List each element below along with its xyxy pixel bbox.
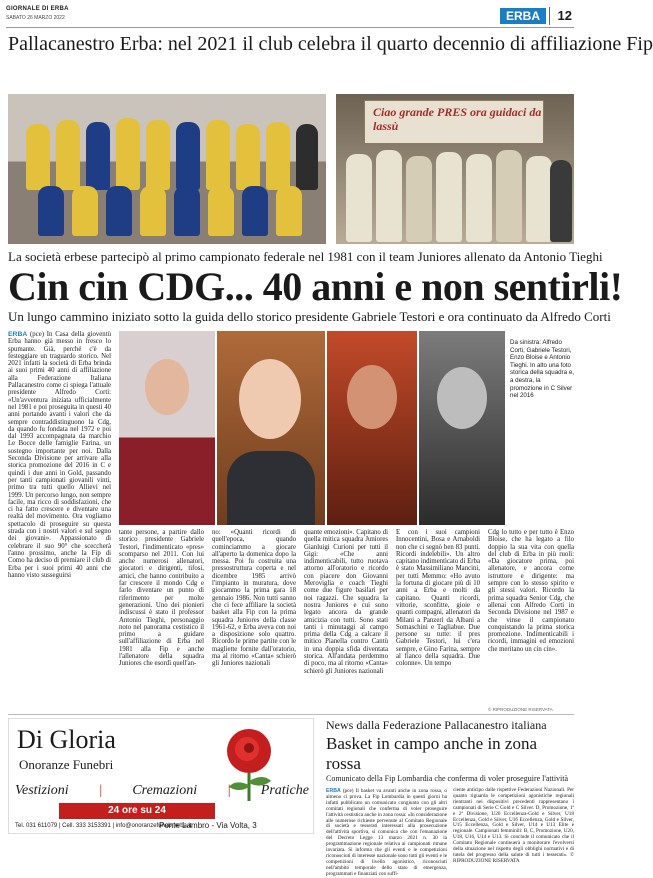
news-title: Basket in campo anche in zona rossa	[326, 734, 538, 773]
portrait-enzo-bloise	[327, 331, 417, 525]
section-divider	[8, 714, 574, 715]
promotion-photo	[336, 94, 574, 244]
article-column-3: no: «Quanti ricordi di quell'epoca, quando cominciammo a giocare all'aperto la domenica dopo la messa. Poi fu costruita una pressostruttura coperta e nel dicembre 1985 arrivò l'impianto in muratura, dove giocammo la prima gara 18 gennaio 1986. Non tutti sanno che ci fece affiliare la società basket alla Fip con la prima squadra Juniores della classe 1961-62, e Erba aveva con noi a disposizione solo quattro. Ricordo le prime partite con le magliette fornite dall'oratorio, ma al ritorno «Canta» schierò gli Juniores nazionali	[212, 529, 296, 668]
ad-services: Vestizioni | Cremazioni | Pratiche	[15, 783, 309, 798]
article-column-5: E con i suoi campioni Innocentini, Bosa e Arnaboldi non che ci segnò ben 83 punti. Ricordi indelebili». Un altro capitano indimenticato di Erba è stato Massimiliano Mancini, per tutti Memmo: «Ho avuto la fortuna di giocare più di 10 anni a Erba e molti da capitano. Quanti ricordi, vittorie, sconfitte, gioie e quanti compagni, allenatori da Milani a Panzeri da Albani a Somaschini e Tagliabue. Due persone su tutte: il pres Gabriele Testori, lui c'era sempre, e Gino Farina, sempre al fianco della squadra. Due colonne». Un tempo	[396, 529, 480, 668]
article-column-4: quante emozioni». Capitano di quella mitica squadra Juniores Gianluigi Curioni per tutti il Gigi: «Che anni indimenticabili, tutto ruotava attorno all'oratorio e ricordo con piacere don Giovanni Meroviglia e coach Tieghi come due figure basilari per noi ragazzi. Che squadra la nostra Juniores e cui sono legato ancora da grande amicizia con tutti. Sono stati tanti i minutaggi al campo prima della Cdg a calcare il mitico Pianella contro Cantù in una doppia sfida diventata storica. All'andata perdemmo di poco, ma al ritorno «Canta» schierò gli Juniores nazionali	[304, 529, 388, 675]
news-article	[326, 718, 574, 877]
ad-title: Di Gloria	[17, 725, 116, 754]
ad-subtitle: Onoranze Funebri	[19, 757, 114, 772]
news-column-2: ciente anticipo dalle rispettive Federazioni Nazionali. Per quanto riguarda le competizioni agonistiche regionali rientranti nei dispositivi precedenti rappresentano i campionati di Serie C Gold e C Silver. D, Promozione, 1ª e 2ª Divisione, U20 Eccellenza-Gold e Silver, U18 Eccellenza, Gold e Silver, U16 Eccellenza, Gold e Silver, U15 Eccellenza, Gold e Silver, U14 e U13 Elite e regionale. Campionati femminili: B, C, Promozione, U20, U18, U16, U14 e U13. Si conclude il comunicato che il Comitato Regionale continuerà a monitorare l'evolversi della situazione nel rispetto degli obblighi normativi e di tutela del progresso della salute di tutti i tesserati». © RIPRODUZIONE RISERVATA	[453, 787, 574, 864]
portrait-antonio-tieghi	[419, 331, 505, 525]
funeral-advertisement	[8, 718, 314, 834]
ad-phones: Tel. 031 611079 | Cell. 333 3153391 | info@onoranzefunebrierba.it	[15, 823, 192, 829]
news-body	[326, 787, 574, 877]
section-brand: ERBA	[500, 8, 546, 24]
publication-name: GIORNALE DI ERBA	[6, 6, 69, 12]
article-column-1: ERBA (pce) In Casa della gioventù Erba hanno già messo in fresco lo spumante. Già, perché c'è da festeggiare un traguardo storico. Nel 2021 infatti la società di Erba brinda ai suoi primi 40 anni di affiliazione alla Federazione Italiana Pallacanestro come ci spiega l'attuale presidente Alfredo Corti: «Un'avventura iniziata ufficialmente nel 1981 e poi proseguita in questi 40 anni portando avanti i valori che da sempre contraddistinguono la Cdg, da quando fu fondata nel 1972 e poi dal 1993 accompagnata da marchio Le Bocce delle famiglie Farina, un sostegno importante per noi. Dalla Seconda Divisione per arrivare alla storica promozione del 2016 in C e quindi i due anni in Gold, passando per tanti campionati giovanili vinti, primo tra tutti quello Allievi nel 1999. Un percorso lungo, non sempre facile, ma ricco di soddisfazioni, che ci ha fatto crescere e diventare una realtà del movimento. Ora vogliamo spettacolo di proseguire su questa strada con i nostri valori e sul segno dei giovani». Appassionato di celebrare il suo 90° che sceccherà l'anno prossimo, anche la Fip di Como ha deciso di premiare il club di Erba per i suoi primi 40 anni che hanno visto susseguirsi	[8, 331, 111, 579]
portrait-gabriele-testori	[217, 331, 325, 525]
ad-hours: 24 ore su 24	[59, 803, 215, 819]
team-historic-photo	[8, 94, 326, 244]
page-header	[6, 4, 574, 28]
news-kicker: News dalla Federazione Pallacanestro italiana	[326, 718, 547, 732]
article-summary: Un lungo cammino iniziato sotto la guida dello storico presidente Gabriele Testori e ora continuato da Alfredo Corti	[8, 309, 611, 324]
ad-service-pratiche: Pratiche	[260, 783, 309, 798]
ad-address: Ponte Lambro - Via Volta, 3	[159, 821, 257, 830]
ad-service-cremazioni: Cremazioni	[132, 783, 198, 798]
dateline-tag: ERBA	[8, 331, 28, 338]
news-column-1: ERBA (pce) Il basket va avanti anche in zona rossa, o almeno ci prova. La Fip Lombardia in questi giorni ha infatti pubblicato un comunicato congiunto con gli altri comitati regionali che conferma di voler proseguire l'attività cestistica anche in zona rossa: «In considerazione alle numerose richieste pervenute al Comitato Regionale di società e tesserati interessati alla prosecuzione dell'attività sportiva, si comunica che con l'emanazione del Decreto Legge 13 marzo 2021 n. 30 la programmazione regionale relativa ai campionati rimane invariata. Si informa che gli eventi e le competizioni riconosciuti di interesse nazionale sono tutti gli eventi e le competizioni di livello agonistico, riconosciuti nell'ambito temporale dello stato di emergenza, programmati e finanziati con suffi-	[326, 788, 447, 877]
article-body	[8, 331, 574, 711]
photo-caption: Da sinistra: Alfredo Corti, Gabriele Testori, Enzo Bloise e Antonio Tieghi. In alto una foto storica della squadra e, a destra, la promozione in C Silver nel 2016	[510, 339, 574, 400]
article-column-2: tante persone, a partire dallo storico presidente Gabriele Testori, l'indimenticato «pres» scomparso nel 2011. Con lui anche numerosi allenatori, giocatori e dirigenti, tifosi, amici, che hanno contribuito a far crescere il mondo Cdg e farlo diventare un punto di riferimento per molte generazioni. Uno dei pionieri indiscussi è stato il professor Antonio Tieghi, personaggio noto nel panorama cestistico il primo a guidare sull'affiliazione di Erba nel 1981 alla Fip e anche l'allenatore della squadra Juniores che esordì quell'an-	[119, 529, 204, 668]
news-subtitle: Comunicato della Fip Lombardia che conferma di voler proseguire l'attività	[326, 774, 569, 783]
photo-banner-text: Ciao grande PRES ora guidaci da lassù	[373, 105, 542, 133]
article-headline: Cin cin CDG... 40 anni e non sentirli!	[8, 264, 623, 309]
portrait-alfredo-corti	[119, 331, 215, 525]
page-number: 12	[557, 8, 572, 23]
article-kicker: Pallacanestro Erba: nel 2021 il club celebra il quarto decennio di affiliazione Fip	[8, 33, 653, 55]
photo-banner	[364, 100, 544, 144]
copyright-credit: © RIPRODUZIONE RISERVATA	[488, 707, 553, 712]
article-column-6: Cdg lo tutto e per tutto è Enzo Bloise, che ha legato a filo doppio la sua vita con quella del club di Erba in più ruoli: «Da giocatore prima, poi allenatore, e ancora come istruttore e dirigente: ma sempre con lo stesso spirito e gli stessi valori. Ricordo la prima squadra Senior Cdg, che allenai con Alfredo Corti in Seconda Divisione nel 1987 e che vinse il campionato conquistando la prima storica promozione. Indimenticabili i ricordi, immagini ed emozioni che meritano un cin cin».	[488, 529, 574, 653]
ad-service-vestizioni: Vestizioni	[15, 783, 69, 798]
publication-date: SABATO 26 MARZO 2022	[6, 15, 65, 21]
header-separator	[549, 7, 550, 25]
article-deck: La società erbese partecipò al primo campionato federale nel 1981 con il team Juniores allenato da Antonio Tieghi	[8, 249, 603, 264]
news-dateline-tag: ERBA	[326, 788, 341, 794]
